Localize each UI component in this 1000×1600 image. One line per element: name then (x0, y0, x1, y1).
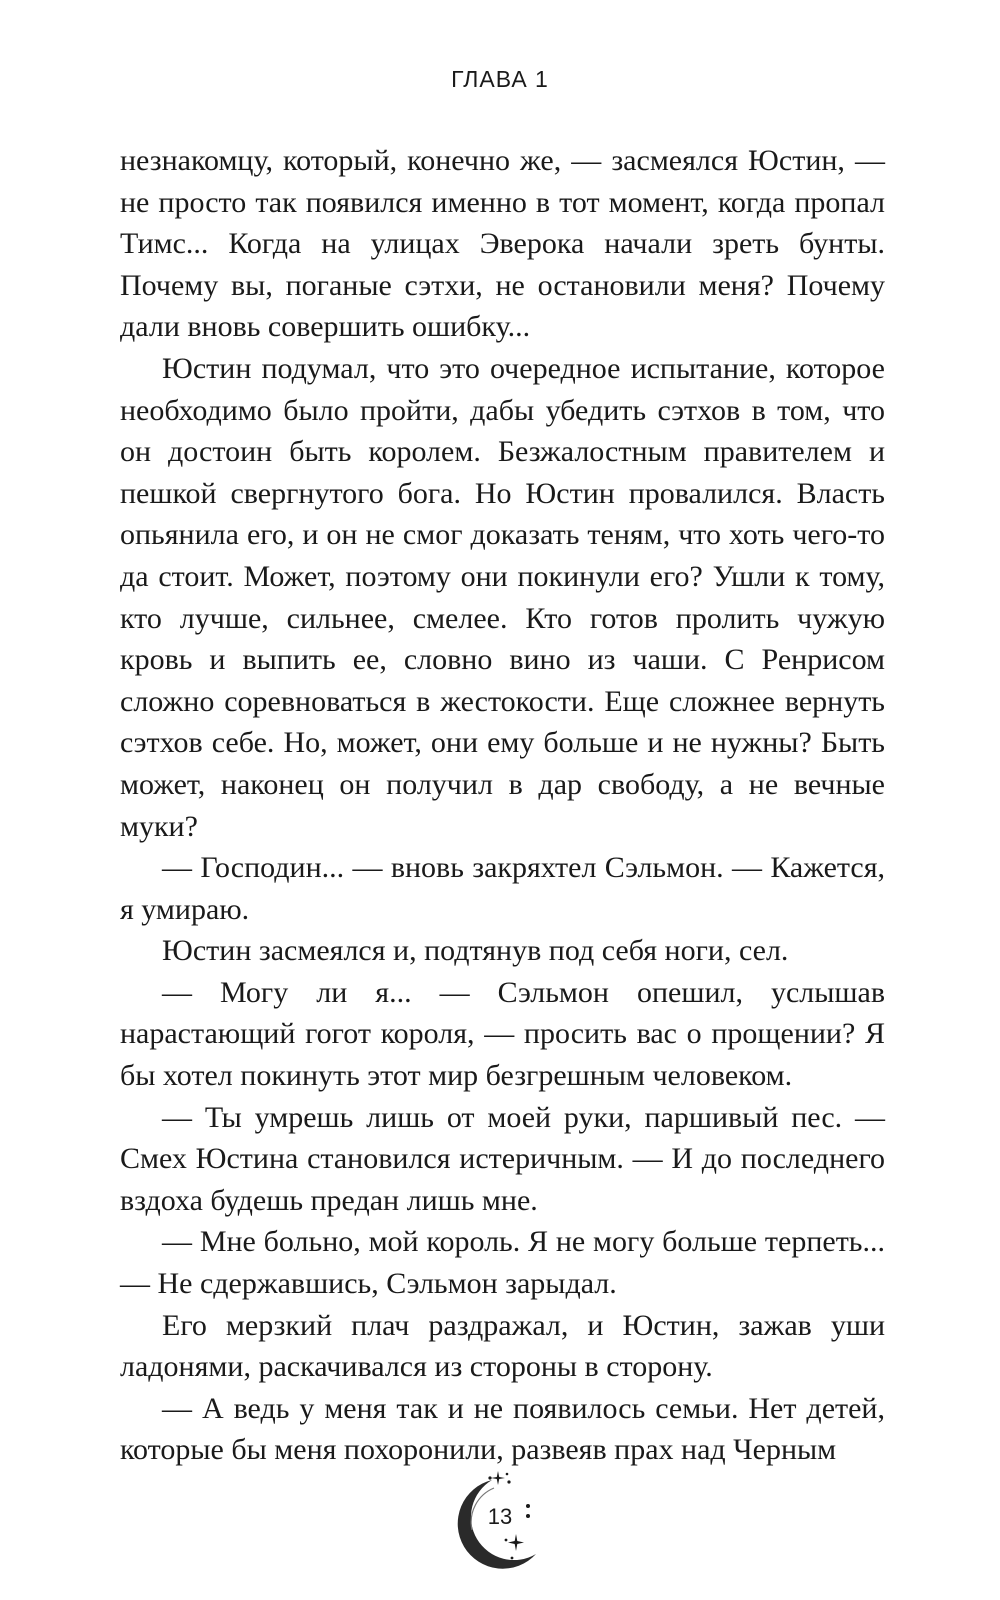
paragraph-1: незнакомцу, который, конечно же, — засмеялся Юстин, — не просто так появился именно в тот момент, когда пропал Тимс... Когда на улицах Эверока начали зреть бунты. Почему вы, поганые сэтхи, не остановили меня? Почему дали вновь совершить ошибку... (120, 144, 885, 344)
paragraph-5: — Могу ли я... — Сэльмон опешил, услышав нарастающий гогот короля, — просить вас о прощении? Я бы хотел покинуть этот мир безгрешным человеком. (120, 975, 885, 1093)
paragraph-9: — А ведь у меня так и не появилось семьи. Нет детей, которые бы меня похоронили, развеяв прах над Черным (120, 1391, 885, 1467)
paragraph-7: — Мне больно, мой король. Я не могу больше терпеть... — Не сдержавшись, Сэльмон зарыдал. (120, 1225, 885, 1301)
page-number-ornament (450, 1470, 560, 1580)
paragraph-2: Юстин подумал, что это очередное испытание, которое необходимо было пройти, дабы убедить сэтхов в том, что он достоин быть королем. Безжалостным правителем и пешкой свергнутого бога. Но Юстин провалился. Власть опьянила его, и он не смог доказать теням, что хоть чего-то да стоит. Может, поэтому они покинули его? Ушли к тому, кто лучше, сильнее, смелее. Кто готов пролить чужую кровь и выпить ее, словно вино из чаши. С Ренрисом сложно соревноваться в жестокости. Еще сложнее вернуть сэтхов себе. Но, может, они ему больше и не нужны? Быть может, наконец он получил в дар свободу, а не вечные муки? (120, 351, 885, 843)
page-text (120, 140, 885, 1471)
paragraph-6: — Ты умрешь лишь от моей руки, паршивый пес. — Смех Юстина становился истеричным. — И до последнего вздоха будешь предан лишь мне. (120, 1100, 885, 1217)
paragraph-8: Его мерзкий плач раздражал, и Юстин, зажав уши ладонями, раскачивался из стороны в сторону. (120, 1308, 885, 1384)
running-head-chapter: ГЛАВА 1 (451, 66, 549, 92)
page-number: 13 (487, 1504, 513, 1529)
paragraph-3: — Господин... — вновь закряхтел Сэльмон. — Кажется, я умираю. (120, 851, 885, 926)
paragraph-4: Юстин засмеялся и, подтянув под себя ноги, сел. (162, 934, 789, 968)
